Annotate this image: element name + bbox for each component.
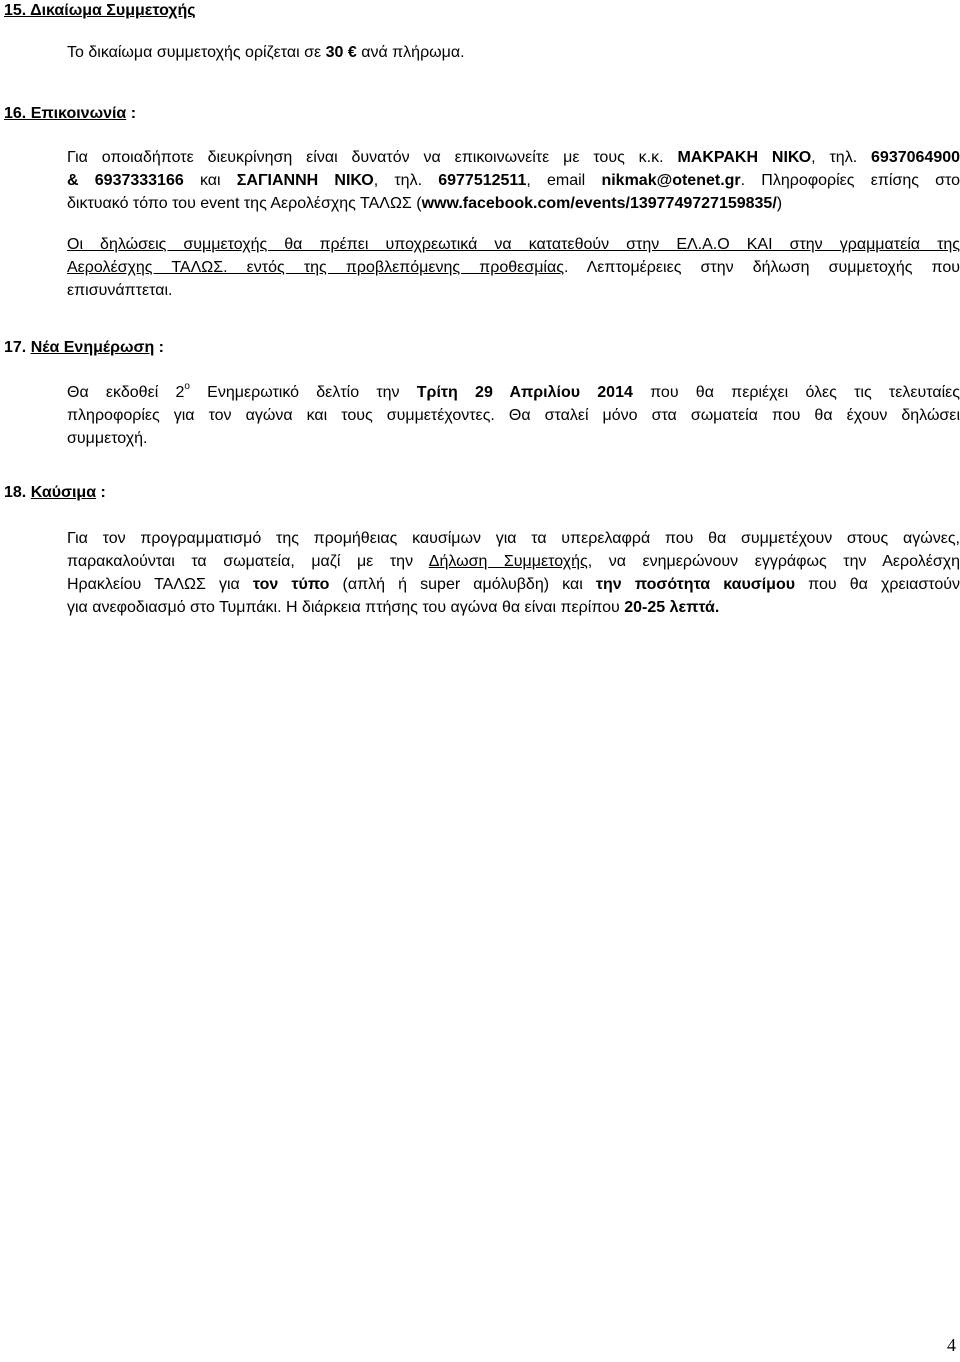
facebook-link-path[interactable]: com/events/1397749727159835/ (537, 195, 777, 212)
bulletin-text: Ενημερωτικό δελτίο την (189, 384, 417, 401)
heading-colon: : (126, 105, 137, 122)
fuel-type: τον τύπο (252, 576, 330, 593)
update-line-3: συμμετοχή. (67, 430, 148, 447)
heading-colon: : (154, 339, 165, 356)
contact-phone-3: 6977512511 (438, 172, 527, 189)
bulletin-text-end: που θα περιέχει όλες τις τελευταίες (632, 384, 960, 401)
fuel-line-3 (67, 573, 960, 596)
contact-email[interactable]: nikmak@otenet.gr (601, 172, 741, 189)
contact-name-2: ΣΑΓΙΑΝΝΗ ΝΙΚΟ (236, 172, 374, 189)
ampersand: & (67, 172, 95, 189)
page-number: 4 (947, 1335, 956, 1355)
tel-label: , τηλ. (811, 149, 872, 166)
website-intro: δικτυακό τόπο του event της Αερολέσχης ΤΑΛΩΣ ( (67, 195, 422, 212)
section-16-heading (4, 105, 136, 123)
section-15-heading: 15. Δικαίωμα Συμμετοχής (4, 2, 196, 19)
deadline-text: Αερολέσχης ΤΑΛΩΣ. εντός της προβλεπόμενης προθεσμίας (67, 259, 564, 276)
fuel-line-1: Για τον προγραμματισμό της προμήθειας καυσίμων για τα υπερελαφρά που θα συμμετέχουν στους αγώνες, (67, 530, 960, 547)
tel-label-2: , τηλ. (373, 172, 439, 189)
declaration-line-1: Οι δηλώσεις συμμετοχής θα πρέπει υποχρεωτικά να κατατεθούν στην ΕΛ.Α.Ο ΚΑΙ στην γραμματεία της (67, 236, 960, 253)
declaration-line-2 (67, 256, 960, 279)
section-18-heading (4, 484, 106, 502)
fuel-text-3: Ηρακλείου ΤΑΛΩΣ για (67, 576, 253, 593)
fuel-text-end: , να ενημερώνουν εγγράφως την Αερολέσχη (587, 553, 960, 570)
heading-colon: : (96, 484, 106, 501)
euro-sign: € (347, 44, 357, 61)
section-17-title: Νέα Ενημέρωση (30, 339, 155, 356)
section-16-title: 16. Επικοινωνία (4, 105, 127, 122)
email-label: , email (526, 172, 602, 189)
section-18-num: 18. (4, 484, 31, 501)
facebook-link-domain[interactable]: www.facebook. (421, 195, 538, 212)
fee-amount: 30 (325, 44, 344, 61)
contact-line-3 (67, 192, 782, 215)
flight-duration: 20-25 λεπτά. (624, 599, 720, 616)
contact-name-1: ΜΑΚΡΑΚΗ ΝΙΚΟ (677, 149, 812, 166)
fee-text: Το δικαίωμα συμμετοχής ορίζεται σε (67, 44, 326, 61)
section-17-num: 17. (4, 339, 31, 356)
details-text: . Λεπτομέρειες στην δήλωση συμμετοχής που (563, 259, 960, 276)
contact-intro: Για οποιαδήποτε διευκρίνηση είναι δυνατόν να επικοινωνείτε με τους κ.κ. (67, 149, 678, 166)
fuel-quantity: την ποσότητα καυσίμου (595, 576, 796, 593)
fee-text-end: ανά πλήρωμα. (356, 44, 465, 61)
fuel-text: παρακαλούνται τα σωματεία, μαζί με την (67, 553, 429, 570)
declaration-form-ref: Δήλωση Συμμετοχής (428, 553, 588, 570)
contact-line-2 (67, 169, 960, 192)
section-18-title: Καύσιμα (30, 484, 97, 501)
fuel-line-2 (67, 550, 960, 573)
fuel-line-4 (67, 596, 719, 619)
update-intro: Θα εκδοθεί 2 (67, 384, 185, 401)
info-text: . Πληροφορίες επίσης στο (740, 172, 960, 189)
bulletin-date: Τρίτη 29 Απριλίου 2014 (416, 384, 633, 401)
contact-phone-1: 6937064900 (871, 149, 960, 166)
ordinal-sup: ο (184, 381, 190, 392)
contact-phone-2: 6937333166 (94, 172, 184, 189)
and-word: και (183, 172, 237, 189)
paren-close: ) (776, 195, 783, 212)
fuel-options: (απλή ή super αμόλυβδη) και (329, 576, 596, 593)
contact-line-1 (67, 146, 960, 169)
section-15-text (67, 41, 465, 64)
fuel-text-3-end: που θα χρειαστούν (795, 576, 960, 593)
update-line-1 (67, 381, 960, 404)
update-line-2: πληροφορίες για τον αγώνα και τους συμμετέχοντες. Θα σταλεί μόνο στα σωματεία που θα έχουν δηλώσει (67, 407, 960, 424)
declaration-line-3: επισυνάπτεται. (67, 282, 173, 299)
flight-duration-text: για ανεφοδιασμό στο Τυμπάκι. Η διάρκεια πτήσης του αγώνα θα είναι περίπου (67, 599, 625, 616)
section-17-heading (4, 339, 164, 357)
